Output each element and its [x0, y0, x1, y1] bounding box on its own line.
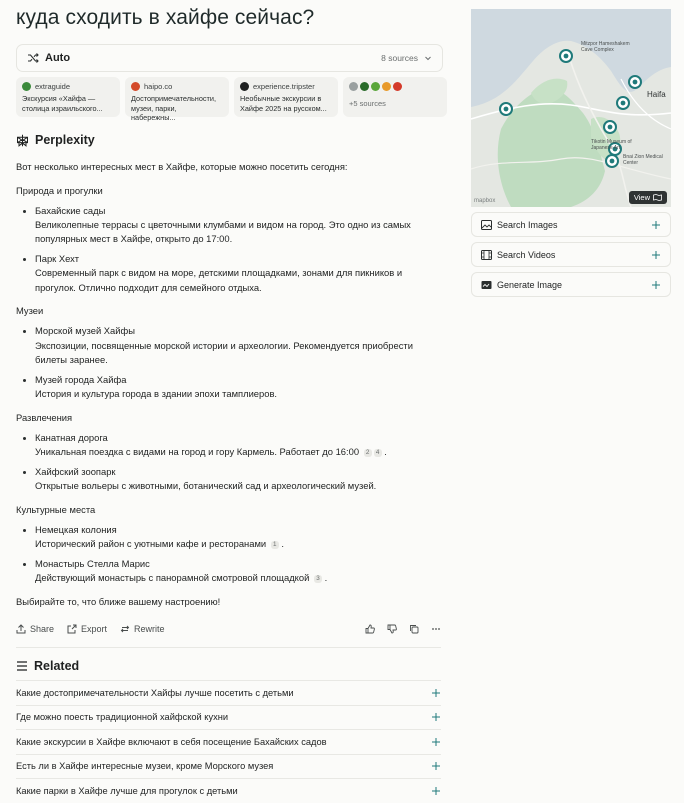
plus-icon: [431, 786, 441, 796]
plus-icon: [431, 712, 441, 722]
answer-outro: Выбирайте то, что ближе вашему настроению!: [16, 595, 221, 607]
search-videos-label: Search Videos: [497, 249, 556, 260]
source-site: haipo.co: [144, 82, 173, 91]
item-name: Музей города Хайфа: [35, 373, 127, 385]
item-desc: Современный парк с видом на море, детскими площадками, зонами для пикников и прогулок. Отлично подходит для семейного отдыха.: [35, 267, 403, 293]
view-label: View: [633, 193, 650, 202]
item-name: Канатная дорога: [35, 431, 108, 443]
answer-header: [16, 133, 95, 147]
related-item[interactable]: [16, 705, 441, 730]
source-card[interactable]: [16, 77, 120, 117]
item-tail: .: [324, 572, 328, 584]
generate-image-button[interactable]: [471, 272, 671, 297]
map-image: [471, 9, 671, 207]
plus-icon: [431, 761, 441, 771]
section-list: [16, 324, 441, 401]
item-desc: Исторический район с уютными кафе и ресторанами: [35, 537, 267, 549]
favicon-icon: [360, 82, 369, 91]
related-item[interactable]: [16, 754, 441, 779]
section-title: Природа и прогулки: [16, 184, 103, 196]
map-label-hospital: Bnai Zion Medical Center: [623, 154, 663, 166]
related-item[interactable]: [16, 778, 441, 803]
citation-badge[interactable]: 4: [374, 449, 382, 457]
mode-label: Auto: [45, 52, 71, 64]
favicon-icon: [22, 82, 31, 91]
sources-list: [16, 77, 447, 122]
video-icon: [481, 250, 492, 260]
export-button[interactable]: [67, 624, 107, 634]
plus-icon: [651, 280, 661, 290]
map-label-haifa: Haifa: [647, 90, 666, 99]
page-title: куда сходить в хайфе сейчас?: [16, 6, 315, 29]
shuffle-icon: [27, 52, 39, 64]
related-icon: [16, 660, 28, 672]
item-name: Монастырь Стелла Марис: [35, 557, 150, 569]
item-name: Морской музей Хайфы: [35, 325, 135, 337]
related-header: [16, 659, 79, 673]
item-tail: .: [281, 537, 284, 549]
share-icon: [16, 624, 26, 634]
item-name: Хайфский зоопарк: [35, 465, 116, 477]
plus-icon: [651, 220, 661, 230]
more-sources-card[interactable]: [343, 77, 447, 117]
rewrite-icon: [120, 624, 130, 634]
map-icon: [653, 194, 662, 201]
item-desc: Действующий монастырь с панорамной смотровой площадкой: [35, 572, 310, 584]
thumbs-up-icon[interactable]: [365, 624, 375, 634]
source-site: extraguide: [35, 82, 71, 91]
more-sources-label: +5 sources: [349, 99, 386, 108]
item-name: Бахайские сады: [35, 204, 106, 216]
map-panel[interactable]: [471, 9, 671, 207]
citation-badge[interactable]: 2: [364, 449, 372, 457]
related-item-label: Где можно поесть традиционной хайфской кухни: [16, 712, 229, 723]
item-tail: .: [384, 445, 387, 457]
sources-count[interactable]: 8 sources: [381, 53, 418, 63]
share-button[interactable]: [16, 624, 54, 634]
related-item-label: Какие парки в Хайфе лучше для прогулок с детьми: [16, 785, 238, 796]
map-label-cave: Mitzpor Hameshakem Cave Complex: [581, 41, 630, 53]
source-card[interactable]: [125, 77, 229, 122]
list-item: [16, 431, 441, 460]
list-item: [16, 557, 441, 586]
section-title: Развлечения: [16, 411, 73, 423]
list-item: [16, 373, 441, 402]
related-item-label: Есть ли в Хайфе интересные музеи, кроме Морского музея: [16, 761, 274, 772]
item-desc: История и культура города в здании эпохи тамплиеров.: [35, 388, 278, 400]
answer-source-label: Perplexity: [35, 133, 95, 147]
perplexity-logo-icon: [16, 134, 29, 147]
divider: [16, 647, 441, 648]
rewrite-label: Rewrite: [134, 624, 165, 634]
list-item: [16, 252, 441, 295]
favicon-icon: [393, 82, 402, 91]
export-label: Export: [81, 624, 108, 634]
list-item: [16, 465, 441, 494]
related-title: Related: [34, 659, 80, 673]
citation-badge[interactable]: 3: [314, 575, 322, 583]
section-title: Культурные места: [16, 503, 96, 515]
citation-badge[interactable]: 1: [271, 541, 279, 549]
search-videos-button[interactable]: [471, 242, 671, 267]
source-snippet: Экскурсия «Хайфа — столица израильского...: [22, 94, 103, 113]
map-view-button[interactable]: [629, 191, 667, 204]
search-images-button[interactable]: [471, 212, 671, 237]
answer-actions: [16, 620, 441, 638]
source-site: experience.tripster: [253, 82, 315, 91]
more-options-icon[interactable]: [431, 624, 441, 634]
related-item-label: Какие экскурсии в Хайфе включают в себя посещение Бахайских садов: [16, 736, 327, 747]
answer-body: [16, 160, 441, 609]
mapbox-attribution: mapbox: [474, 198, 496, 204]
item-desc: Великолепные террасы с цветочными клумбами и видом на город. Это одно из самых популярных мест в Хайфе, открыто до 17:00.: [35, 218, 411, 245]
image-icon: [481, 220, 492, 230]
export-icon: [67, 624, 77, 634]
source-snippet: Необычные экскурсии в Хайфе 2025 на русском...: [240, 94, 327, 113]
section-list: [16, 523, 441, 586]
section-list: [16, 431, 441, 494]
favicon-icon: [349, 82, 358, 91]
favicon-icon: [131, 82, 140, 91]
map-label-museum: Tikotin Museum of Japanese Art: [591, 139, 632, 151]
plus-icon: [431, 688, 441, 698]
favicon-icon: [240, 82, 249, 91]
related-item-label: Какие достопримечательности Хайфы лучше посетить с детьми: [16, 687, 294, 698]
section-list: [16, 204, 441, 295]
mode-selector[interactable]: [16, 44, 443, 72]
source-card[interactable]: [234, 77, 338, 117]
plus-icon: [431, 737, 441, 747]
item-desc: Открытые вольеры с животными, ботанический сад и археологический музей.: [35, 480, 377, 492]
favicon-icon: [382, 82, 391, 91]
share-label: Share: [30, 624, 55, 634]
list-item: [16, 523, 441, 552]
chevron-down-icon[interactable]: [424, 54, 432, 62]
thumbs-down-icon[interactable]: [387, 624, 397, 634]
rewrite-button[interactable]: [120, 624, 165, 634]
related-item[interactable]: [16, 680, 441, 705]
item-desc: Экспозиции, посвященные морской истории и археологии. Рекомендуется приобрести билеты заранее.: [35, 339, 413, 365]
source-snippet: Достопримечательности, музеи, парки, набережны...: [131, 94, 216, 122]
item-desc: Уникальная поездка с видами на город и гору Кармель. Работает до 16:00: [35, 445, 360, 457]
search-images-label: Search Images: [497, 219, 558, 230]
favicon-icon: [371, 82, 380, 91]
generate-image-label: Generate Image: [497, 279, 563, 290]
generate-image-icon: [481, 280, 492, 290]
item-name: Немецкая колония: [35, 523, 117, 535]
list-item: [16, 204, 441, 247]
section-title: Музеи: [16, 305, 44, 317]
list-item: [16, 324, 441, 367]
plus-icon: [651, 250, 661, 260]
answer-intro: Вот несколько интересных мест в Хайфе, которые можно посетить сегодня:: [16, 161, 348, 172]
copy-icon[interactable]: [409, 624, 419, 634]
item-name: Парк Хехт: [35, 253, 80, 265]
related-item[interactable]: [16, 729, 441, 754]
